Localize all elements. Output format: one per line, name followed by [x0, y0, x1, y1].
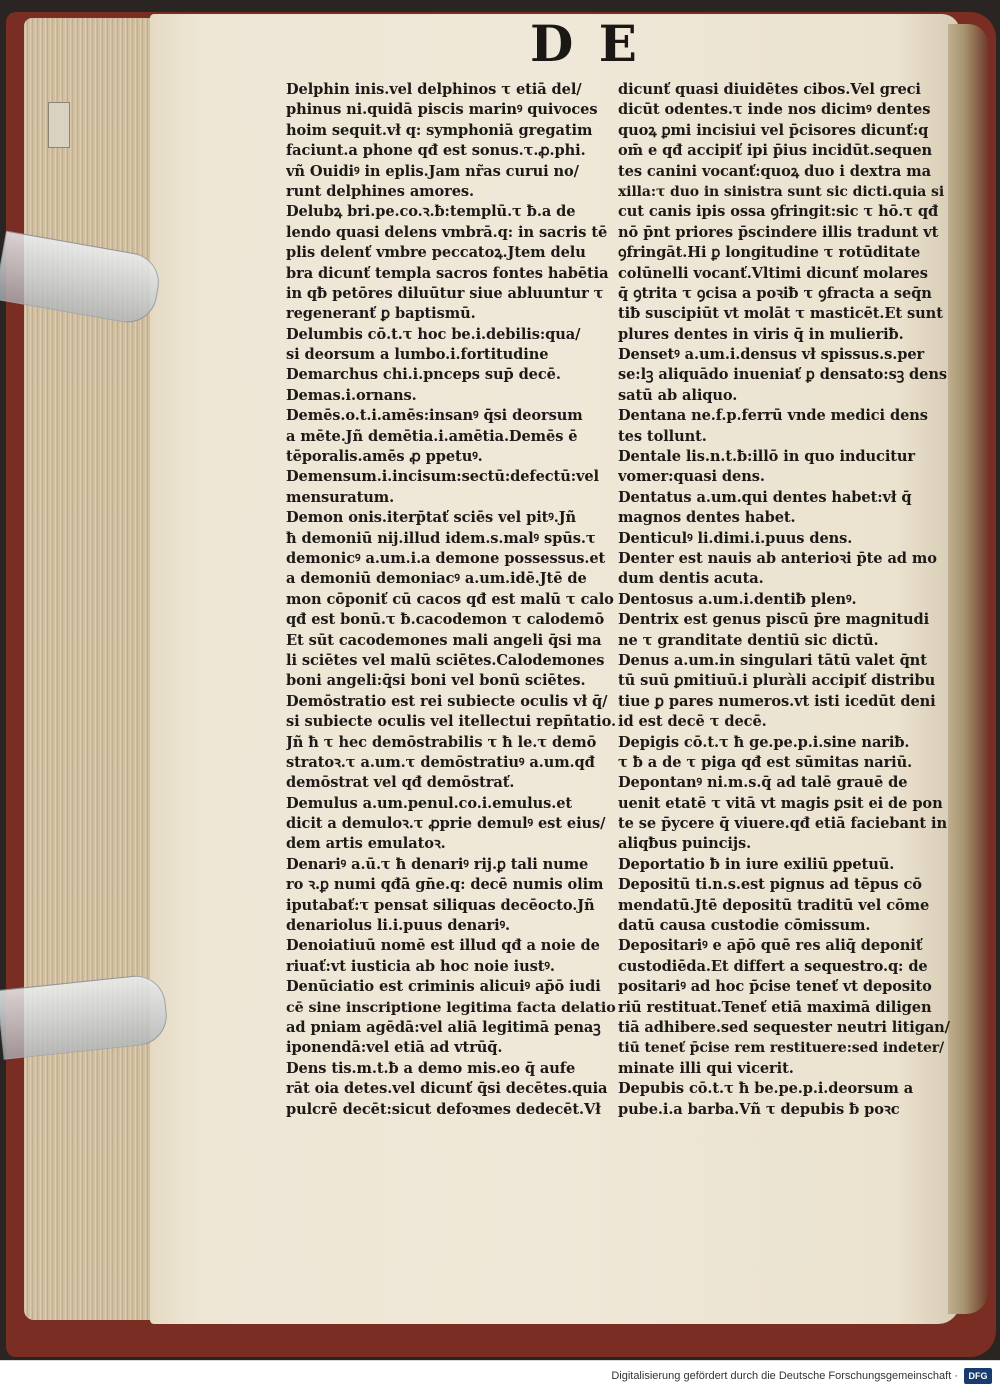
text-line: a mēte.Jñ demētia.i.amētia.Demēs ē: [286, 427, 578, 445]
text-column-right: [618, 80, 950, 1130]
running-head: D E: [530, 14, 641, 73]
text-line: magnos dentes habet.: [618, 509, 796, 527]
text-line: li sciētes vel malū sciētes.Calodemones: [286, 651, 605, 669]
text-line: qđ est bonū.τ ƀ.cacodemon τ calodemō: [286, 611, 605, 629]
text-line: Denoiatiuū nomē est illud qđ a noie de: [286, 937, 600, 955]
footer-credit: Digitalisierung gefördert durch die Deutsche Forschungsgemeinschaft ·: [611, 1370, 958, 1382]
text-column-left: [286, 80, 618, 1130]
text-line: colūnelli vocanť.Vltimi dicunť molares: [618, 264, 928, 282]
text-line: lendo quasi delens vmbrā.q: in sacris tē: [286, 223, 608, 241]
text-line: Depubis cō.t.τ ħ be.pe.p.i.deorsum a: [618, 1080, 914, 1098]
text-line: ħ demoniū nij.illud idem.s.malꝰ spūs.τ: [286, 529, 596, 547]
text-line: τ ƀ a de τ piga qđ est sūmitas nariū.: [618, 753, 913, 771]
text-line: Delumbis cō.t.τ hoc be.i.debilis:qua/: [286, 325, 581, 343]
text-line: boni angeli:q̄si boni vel bonū sciētes.: [286, 672, 586, 690]
text-line: Densetꝰ a.um.i.densus vł spissus.s.per: [618, 346, 925, 364]
text-line: pube.i.a barba.Vñ τ depubis ƀ poꝛc: [618, 1100, 900, 1118]
text-line: xilla:τ duo in sinistra sunt sic dicti.quia si: [618, 183, 945, 200]
text-line: faciunt.a phone qđ est sonus.τ.ꝓ.phi.: [286, 142, 586, 160]
page-edges: [24, 18, 164, 1320]
text-line: Dentosus a.um.i.dentiƀ plenꝰ.: [618, 590, 857, 608]
text-line: aliqƀus puincijs.: [618, 835, 752, 853]
text-line: Depositū ti.n.s.est pignus ad tēpus cō: [618, 876, 922, 894]
text-line: plis delenť vmbre peccatoꝝ.Jtem delu: [286, 244, 586, 262]
page-gutter: [948, 24, 988, 1314]
text-line: in qƀ petōres diluūtur siue abluuntur τ: [286, 284, 604, 302]
text-line: Demēs.o.t.i.amēs:insanꝰ q̄si deorsum: [286, 407, 583, 425]
text-line: mon cōponiť cū cacos qđ est malū τ calo: [286, 590, 614, 608]
text-line: q̄ ꝯtrita τ ꝯcisa a poꝛiƀ τ ꝯfracta a seq̄n: [618, 284, 932, 302]
text-line: stratoꝛ.τ a.um.τ demōstratiuꝰ a.um.qđ: [286, 753, 595, 771]
text-line: Et sūt cacodemones mali angeli q̄si ma: [286, 631, 602, 649]
text-line: ne τ granditate dentiū sic dictū.: [618, 631, 879, 649]
text-line: Depigis cō.t.τ ħ ge.pe.p.i.sine nariƀ.: [618, 733, 910, 751]
text-line: dum dentis acuta.: [618, 570, 764, 588]
text-line: demōstrat vel qđ demōstrať.: [286, 774, 515, 792]
text-line: uenit etatē τ vitā vt magis ꝑsit ei de pon: [618, 794, 943, 812]
text-line: ro ꝛ.ꝑ numi qđā gn̄e.q: decē numis olim: [286, 876, 604, 894]
text-line: Denariꝰ a.ū.τ ħ denariꝰ rij.ꝑ tali nume: [286, 855, 589, 873]
text-line: mendatū.Jtē depositū traditū vel cōme: [618, 896, 930, 914]
text-line: Dens tis.m.t.ƀ a demo mis.eo q̄ aufe: [286, 1059, 576, 1077]
text-line: ad pniam agēdā:vel aliā legitimā penaꝫ: [286, 1018, 601, 1036]
text-line: dicunť quasi diuidētes cibos.Vel greci: [618, 81, 921, 98]
text-line: se:lꝫ aliquādo inueniať ꝑ densato:sꝫ dens: [618, 366, 947, 384]
text-line: phinus ni.quidā piscis marinꝰ quivoces: [286, 101, 598, 119]
text-line: demonicꝰ a.um.i.a demone possessus.et: [286, 549, 606, 567]
text-line: tiā adhibere.sed sequester neutri litigan/: [618, 1018, 950, 1036]
text-line: dicūt odentes.τ inde nos dicimꝰ dentes: [618, 101, 931, 119]
text-line: runt delphines amores.: [286, 182, 475, 200]
text-line: mensuratum.: [286, 488, 395, 506]
text-line: iponendā:vel etiā ad vtrūq̄.: [286, 1039, 503, 1057]
text-line: hoim sequit.vł q: symphoniā gregatim: [286, 121, 593, 139]
text-line: satū ab aliquo.: [618, 386, 738, 404]
text-line: tiue ꝑ pares numeros.vt isti icedūt deni: [618, 692, 936, 710]
text-line: te se p̄ycere q̄ viuere.qđ etiā faciebant in: [618, 815, 947, 833]
text-line: tū suū ꝑmitiuū.i pluràli accipiť distribu: [618, 672, 936, 690]
text-line: vomer:quasi dens.: [618, 468, 765, 486]
text-line: vñ Ouidiꝰ in eplis.Jam nr̃as curui no/: [286, 162, 579, 180]
text-line: denariolus li.i.puus denariꝰ.: [286, 917, 511, 935]
text-line: Demas.i.ornans.: [286, 386, 417, 404]
text-line: si deorsum a lumbo.i.fortitudine: [286, 346, 549, 364]
bookmark-tab: [48, 102, 70, 148]
text-line: Deportatio ƀ in iure exiliū ꝑpetuū.: [618, 855, 895, 873]
text-line: tes tollunt.: [618, 427, 707, 445]
text-line: Demōstratio est rei subiecte oculis vł q̄/: [286, 692, 608, 710]
text-line: Demarchus chi.i.pnceps sup̄ decē.: [286, 366, 561, 384]
text-line: positariꝰ ad hoc p̄cise teneť vt deposito: [618, 978, 932, 996]
text-line: bra dicunť templa sacros fontes habētia: [286, 264, 609, 282]
text-line: pulcrē decēt:sicut defoꝛmes dedecēt.Vł: [286, 1100, 601, 1118]
text-line: Delphin inis.vel delphinos τ etiā del/: [286, 81, 582, 98]
text-line: plures dentes in viris q̄ in mulieriƀ.: [618, 325, 904, 343]
text-line: Depositariꝰ e ap̄ō quē res aliq̄ deponiť: [618, 937, 923, 955]
text-line: Dentale lis.n.t.ƀ:illō in quo inducitur: [618, 448, 915, 466]
text-line: a demoniū demoniacꝰ a.um.idē.Jtē de: [286, 570, 587, 588]
text-line: Demon onis.iterp̄tať sciēs vel pitꝰ.Jñ: [286, 509, 577, 527]
text-line: riū restituat.Teneť etiā maximā diligen: [618, 998, 932, 1016]
text-line: si subiecte oculis vel itellectui repn̄tatio.: [286, 713, 616, 731]
text-line: tes canini vocanť:quoꝝ duo i dextra ma: [618, 162, 931, 180]
text-line: id est decē τ decē.: [618, 713, 767, 731]
text-line: rāt oia detes.vel dicunť q̄si decētes.quia: [286, 1080, 608, 1098]
text-line: Dentatus a.um.qui dentes habet:vł q̄: [618, 488, 912, 506]
text-line: dem artis emulatoꝛ.: [286, 835, 446, 853]
text-line: quoꝝ ꝑmi incisiui vel p̄cisores dicunť:q: [618, 121, 929, 139]
text-line: cut canis ipis ossa ꝯfringit:sic τ hō.τ qđ: [618, 203, 939, 221]
text-line: Denticulꝰ li.dimi.i.puus dens.: [618, 529, 853, 547]
text-line: Jñ ħ τ hec demōstrabilis τ ħ le.τ demō: [286, 733, 597, 751]
text-line: Depontanꝰ ni.m.s.q̄ ad talē grauē de: [618, 774, 908, 792]
text-line: Demulus a.um.penul.co.i.emulus.et: [286, 794, 573, 812]
text-line: tiƀ suscipiūt vt molāt τ masticēt.Et sunt: [618, 305, 943, 323]
dfg-logo[interactable]: DFG: [964, 1368, 992, 1384]
text-line: Dentrix est genus piscū p̄re magnitudi: [618, 611, 930, 629]
text-line: Dentana ne.f.p.ferrū vnde medici dens: [618, 407, 928, 425]
text-line: Denūciatio est criminis alicuiꝰ ap̄ō iudi: [286, 978, 601, 996]
text-line: nō p̄nt priores p̄scindere illis tradunt vt: [618, 223, 939, 241]
text-line: iputabať:τ pensat siliquas decēocto.Jñ: [286, 896, 595, 914]
text-line: cē sine inscriptione legitima facta delatio: [286, 999, 616, 1016]
text-line: regeneranť ꝑ baptismū.: [286, 305, 476, 323]
text-line: Denter est nauis ab anterioꝛi p̄te ad mo: [618, 549, 937, 567]
text-line: Denus a.um.in singulari tātū valet q̄nt: [618, 651, 927, 669]
text-line: om̄ e qđ accipiť ipi p̄ius incidūt.sequen: [618, 142, 933, 160]
text-line: minate illi qui vicerit.: [618, 1059, 794, 1077]
text-line: Demensum.i.incisum:sectū:defectū:vel: [286, 468, 600, 486]
text-line: ꝯfringāt.Hi ꝑ longitudine τ rotūditate: [618, 244, 921, 262]
text-line: datū causa custodie cōmissum.: [618, 917, 871, 935]
text-line: custodiēda.Et differt a sequestro.q: de: [618, 957, 928, 975]
text-line: tēporalis.amēs ꝓ ppetuꝰ.: [286, 448, 483, 466]
text-line: tiū teneť p̄cise rem restituere:sed indeter/: [618, 1040, 945, 1057]
text-line: dicit a demuloꝛ.τ ꝓprie demulꝰ est eius/: [286, 815, 606, 833]
footer-bar: [0, 1360, 1000, 1392]
text-line: riuať:vt iusticia ab hoc noie iustꝰ.: [286, 957, 555, 975]
text-line: Delubꝝ bri.pe.co.ꝛ.ƀ:templū.τ ƀ.a de: [286, 203, 576, 221]
